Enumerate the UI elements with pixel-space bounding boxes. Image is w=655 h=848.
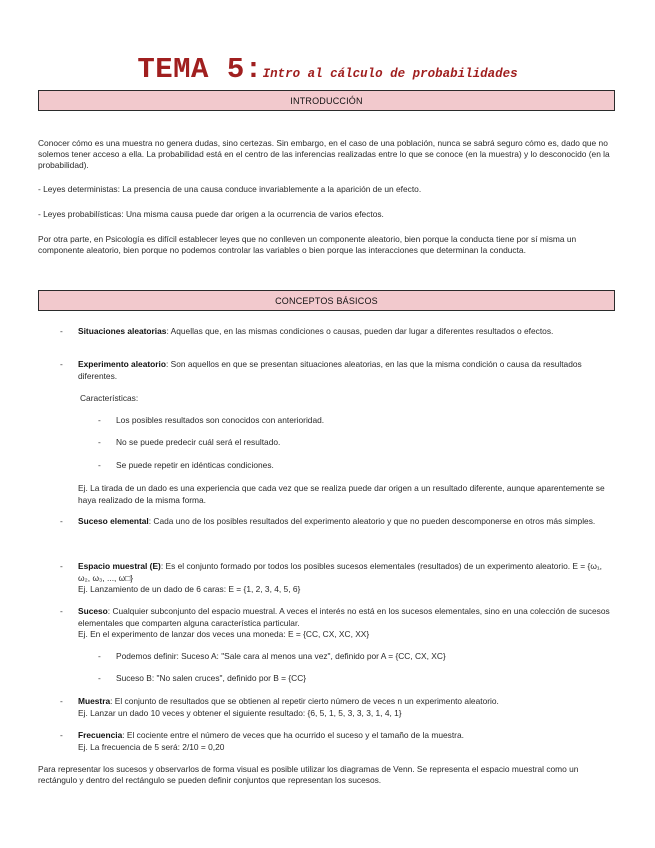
section-header-intro: INTRODUCCIÓN xyxy=(38,90,615,111)
concept-random-experiment xyxy=(78,359,608,382)
term-frequency: Frecuencia xyxy=(78,730,123,740)
definition-random-situations: : Aquellas que, en las mismas condiciones o causas, pueden dar lugar a diferentes resultados o efectos. xyxy=(166,326,554,336)
title-main: TEMA 5: xyxy=(137,53,263,86)
definition-random-experiment: : Son aquellos en que se presentan situaciones aleatorias, en las que la misma condición o causa da resultados diferentes. xyxy=(78,359,582,381)
term-elementary-event: Suceso elemental xyxy=(78,516,149,526)
bullet-dash: - xyxy=(60,696,63,706)
bullet-dash: - xyxy=(98,437,101,447)
characteristic-item: Se puede repetir en idénticas condiciones. xyxy=(116,460,274,470)
frequency-example: Ej. La frecuencia de 5 será: 2/10 = 0,20 xyxy=(78,742,225,752)
bullet-dash: - xyxy=(60,326,63,336)
definition-sample-space: : Es el conjunto formado por todos los posibles sucesos elementales (resultados) de un experimento aleatorio. E = {ω₁, ω₂, ω₃, ..., ω□} xyxy=(78,561,603,583)
section-header-concepts: CONCEPTOS BÁSICOS xyxy=(38,290,615,311)
bullet-dash: - xyxy=(60,561,63,571)
definition-elementary-event: : Cada uno de los posibles resultados del experimento aleatorio y que no pueden descomponerse en otros más simples. xyxy=(148,516,596,526)
concept-event xyxy=(78,606,610,629)
event-sub-item: Suceso B: "No salen cruces", definido por B = {CC} xyxy=(116,673,307,683)
page-title xyxy=(0,53,655,86)
term-sample: Muestra xyxy=(78,696,111,706)
bullet-dash: - xyxy=(98,673,101,683)
concept-sample-space xyxy=(78,561,603,584)
bullet-dash: - xyxy=(60,359,63,369)
term-random-experiment: Experimento aleatorio xyxy=(78,359,166,369)
concept-elementary-event xyxy=(78,516,613,528)
definition-event: : Cualquier subconjunto del espacio muestral. A veces el interés no está en los sucesos elementales, sino en una colección de sucesos elementales que comparten alguna característica particular. xyxy=(78,606,610,628)
venn-paragraph: Para representar los sucesos y observarlos de forma visual es posible utilizar los diagramas de Venn. Se representa el espacio muestral como un rectángulo y dentro del rectángulo se pueden definir conjuntos que representan los sucesos. xyxy=(38,764,579,785)
bullet-dash: - xyxy=(60,606,63,616)
definition-frequency: : El cociente entre el número de veces que ha ocurrido el suceso y el tamaño de la muestra. xyxy=(122,730,464,740)
bullet-dash: - xyxy=(98,415,101,425)
characteristic-item: No se puede predecir cuál será el resultado. xyxy=(116,437,281,447)
event-sub-item: Podemos definir: Suceso A: "Sale cara al menos una vez", definido por A = {CC, CX, XC} xyxy=(116,651,446,661)
event-example: Ej. En el experimento de lanzar dos veces una moneda: E = {CC, CX, XC, XX} xyxy=(78,629,370,639)
concept-random-situations xyxy=(78,326,608,338)
bullet-dash: - xyxy=(98,651,101,661)
term-sample-space: Espacio muestral (E) xyxy=(78,561,161,571)
definition-sample: : El conjunto de resultados que se obtienen al repetir cierto número de veces n un experimento aleatorio. xyxy=(110,696,499,706)
characteristic-item: Los posibles resultados son conocidos con anterioridad. xyxy=(116,415,325,425)
sample-space-example: Ej. Lanzamiento de un dado de 6 caras: E = {1, 2, 3, 4, 5, 6} xyxy=(78,584,301,594)
intro-paragraph-4: Por otra parte, en Psicología es difícil establecer leyes que no conlleven un componente aleatorio, bien porque la conducta tiene por sí misma un componente aleatorio, bien porque no podemos controlar las variables o bien porque las interacciones que determinan la conducta. xyxy=(38,234,577,255)
concept-sample xyxy=(78,696,608,708)
intro-deterministic-laws: - Leyes deterministas: La presencia de una causa conduce invariablemente a la aparición de un efecto. xyxy=(38,184,422,194)
intro-probabilistic-laws: - Leyes probabilísticas: Una misma causa puede dar origen a la ocurrencia de varios efectos. xyxy=(38,209,384,219)
sample-example: Ej. Lanzar un dado 10 veces y obtener el siguiente resultado: {6, 5, 1, 5, 3, 3, 3, 1, 4, 1} xyxy=(78,708,402,718)
characteristics-label: Características: xyxy=(80,393,139,403)
intro-paragraph-1: Conocer cómo es una muestra no genera dudas, sino certezas. Sin embargo, en el caso de una población, nunca se sabrá seguro cómo es, dado que no solemos tener acceso a ella. La probabilidad está en el centro de las inferencias realizadas entre lo que se conoce (en la muestra) y lo desconocido (en la probabilidad). xyxy=(38,138,610,170)
bullet-dash: - xyxy=(60,730,63,740)
title-subtitle: Intro al cálculo de probabilidades xyxy=(262,67,518,81)
bullet-dash: - xyxy=(98,460,101,470)
term-event: Suceso xyxy=(78,606,108,616)
term-random-situations: Situaciones aleatorias xyxy=(78,326,167,336)
experiment-example: Ej. La tirada de un dado es una experiencia que cada vez que se realiza puede dar origen a un resultado diferente, aunque aparentemente se haya realizado de la misma forma. xyxy=(78,483,605,505)
bullet-dash: - xyxy=(60,516,63,526)
concept-frequency xyxy=(78,730,608,742)
